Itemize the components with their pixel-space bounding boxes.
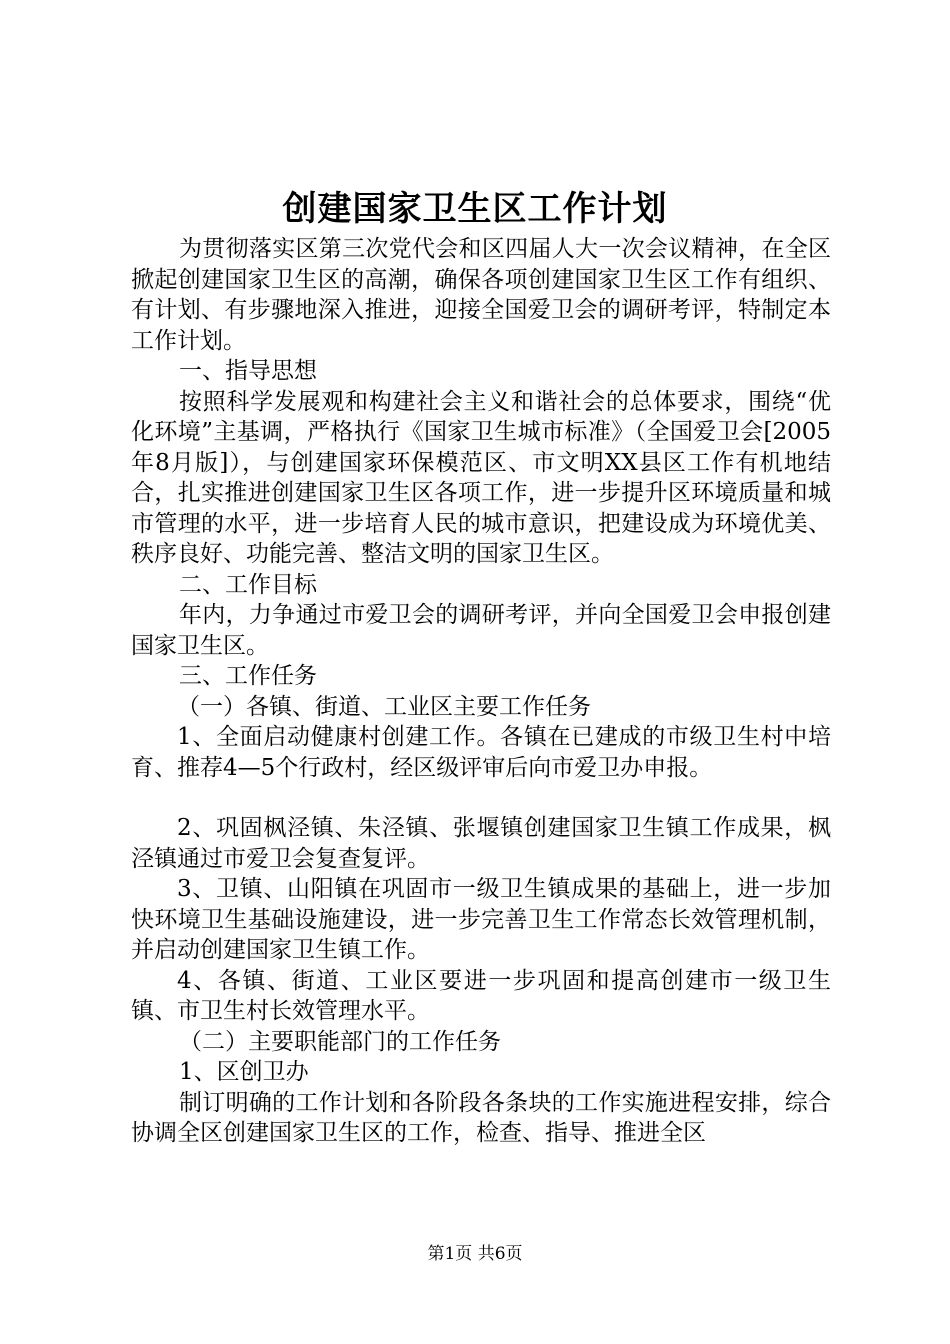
task-item-4: 4、各镇、街道、工业区要进一步巩固和提高创建市一级卫生镇、市卫生村长效管理水平。 bbox=[131, 967, 831, 1024]
intro-paragraph: 为贯彻落实区第三次党代会和区四届人大一次会议精神，在全区掀起创建国家卫生区的高潮，确保各项创建国家卫生区工作有组织、有计划、有步骤地深入推进，迎接全国爱卫会的调研考评，特制定本工作计划。 bbox=[131, 236, 831, 354]
page-footer: 第1页 共6页 bbox=[427, 1244, 523, 1264]
guiding-ideology-paragraph: 按照科学发展观和构建社会主义和谐社会的总体要求，围绕“优化环境”主基调，严格执行《国家卫生城市标准》（全国爱卫会[2005年8月版]），与创建国家环保模范区、市文明XX县区工作有机地结合，扎实推进创建国家卫生区各项工作，进一步提升区环境质量和城市管理的水平，进一步培育人民的城市意识，把建设成为环境优美、秩序良好、功能完善、整洁文明的国家卫生区。 bbox=[131, 388, 831, 567]
task-item-3: 3、卫镇、山阳镇在巩固市一级卫生镇成果的基础上，进一步加快环境卫生基础设施建设，进一步完善卫生工作常态长效管理机制，并启动创建国家卫生镇工作。 bbox=[131, 876, 831, 963]
blank-line bbox=[131, 783, 831, 813]
document-title: 创建国家卫生区工作计划 bbox=[282, 189, 668, 229]
document-body bbox=[131, 234, 831, 1149]
subsection-heading-departments: （二）主要职能部门的工作任务 bbox=[179, 1028, 501, 1055]
task-item-2: 2、巩固枫泾镇、朱泾镇、张堰镇创建国家卫生镇工作成果，枫泾镇通过市爱卫会复查复评。 bbox=[131, 815, 831, 872]
section-heading-guiding-ideology: 一、指导思想 bbox=[179, 358, 317, 384]
department-heading-office: 1、区创卫办 bbox=[179, 1059, 309, 1085]
office-duty-paragraph: 制订明确的工作计划和各阶段各条块的工作实施进程安排，综合协调全区创建国家卫生区的工作，检查、指导、推进全区 bbox=[131, 1089, 831, 1146]
section-heading-work-tasks: 三、工作任务 bbox=[179, 663, 317, 689]
work-goal-paragraph: 年内，力争通过市爱卫会的调研考评，并向全国爱卫会申报创建国家卫生区。 bbox=[131, 602, 831, 659]
section-heading-work-goal: 二、工作目标 bbox=[179, 571, 317, 598]
task-item-1: 1、全面启动健康村创建工作。各镇在已建成的市级卫生村中培育、推荐4—5个行政村，经区级评审后向市爱卫办申报。 bbox=[131, 724, 831, 781]
subsection-heading-towns: （一）各镇、街道、工业区主要工作任务 bbox=[177, 693, 591, 720]
